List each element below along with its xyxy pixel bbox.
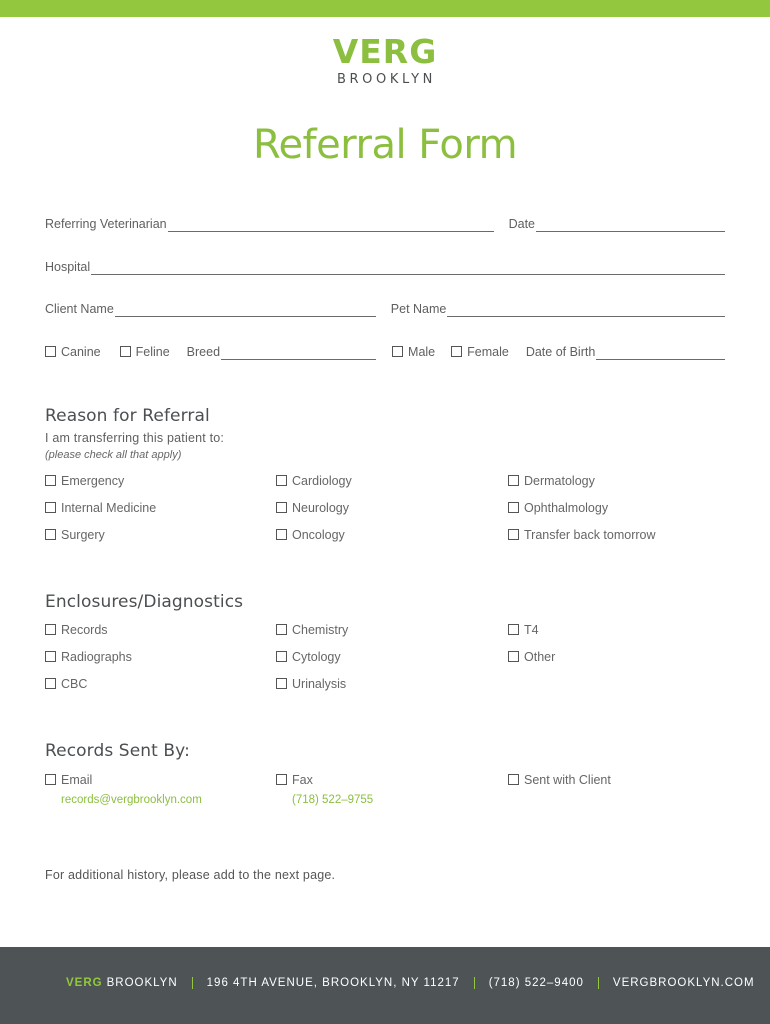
checkbox-icon	[451, 346, 462, 357]
footer-phone: (718) 522–9400	[488, 977, 584, 989]
checkbox-icon	[45, 346, 56, 357]
checkbox-icon	[508, 774, 519, 785]
footer-address: 196 4TH AVENUE, BROOKLYN, NY 11217	[206, 977, 460, 989]
dob-field[interactable]	[596, 347, 725, 360]
breed-field[interactable]	[221, 347, 376, 360]
hospital-label: Hospital	[45, 260, 91, 274]
reason-section-title: Reason for Referral	[45, 406, 210, 426]
enclosure-chemistry[interactable]: Chemistry	[276, 623, 348, 638]
enclosure-t4[interactable]: T4	[508, 623, 539, 638]
form-title: Referral Form	[252, 122, 518, 168]
records-fax-number: (718) 522–9755	[292, 794, 374, 806]
row-patient-details	[45, 340, 725, 360]
reason-emergency[interactable]: Emergency	[45, 474, 124, 489]
records-sent-fax[interactable]: Fax	[276, 773, 313, 788]
footer-bar	[0, 947, 770, 1024]
reason-internal-medicine[interactable]: Internal Medicine	[45, 501, 156, 516]
canine-checkbox[interactable]: Canine	[45, 345, 101, 360]
checkbox-icon	[276, 651, 287, 662]
records-email-address[interactable]: records@vergbrooklyn.com	[61, 794, 202, 806]
checkbox-icon	[45, 624, 56, 635]
additional-history-note: For additional history, please add to the next page.	[45, 868, 336, 882]
row-client-pet	[45, 297, 725, 317]
footer-divider	[192, 977, 193, 989]
referring-vet-label: Referring Veterinarian	[45, 217, 167, 231]
female-checkbox[interactable]: Female	[451, 345, 509, 360]
footer-brand-verg: VERG	[66, 977, 103, 989]
checkbox-icon	[276, 624, 287, 635]
reason-cardiology[interactable]: Cardiology	[276, 474, 352, 489]
row-hospital	[45, 255, 725, 275]
checkbox-icon	[276, 774, 287, 785]
male-checkbox[interactable]: Male	[392, 345, 435, 360]
records-sent-email[interactable]: Email	[45, 773, 92, 788]
checkbox-icon	[45, 774, 56, 785]
reason-dermatology[interactable]: Dermatology	[508, 474, 595, 489]
reason-oncology[interactable]: Oncology	[276, 528, 345, 543]
pet-name-label: Pet Name	[390, 302, 447, 316]
checkbox-icon	[508, 651, 519, 662]
checkbox-icon	[508, 624, 519, 635]
enclosure-cbc[interactable]: CBC	[45, 677, 87, 692]
checkbox-icon	[508, 529, 519, 540]
enclosure-cytology[interactable]: Cytology	[276, 650, 341, 665]
checkbox-icon	[508, 475, 519, 486]
top-accent-bar	[0, 0, 770, 17]
reason-neurology[interactable]: Neurology	[276, 501, 349, 516]
reason-ophthalmology[interactable]: Ophthalmology	[508, 501, 608, 516]
enclosures-section-title: Enclosures/Diagnostics	[45, 592, 244, 612]
client-name-label: Client Name	[45, 302, 114, 316]
reason-transfer-back[interactable]: Transfer back tomorrow	[508, 528, 656, 543]
enclosure-records[interactable]: Records	[45, 623, 108, 638]
checkbox-icon	[45, 475, 56, 486]
verg-brooklyn-logo	[0, 34, 770, 88]
date-label: Date	[508, 217, 536, 231]
breed-label: Breed	[186, 345, 221, 359]
logo-subtitle: BROOKLYN	[337, 72, 436, 87]
checkbox-icon	[120, 346, 131, 357]
enclosure-other[interactable]: Other	[508, 650, 555, 665]
checkbox-icon	[45, 529, 56, 540]
feline-checkbox[interactable]: Feline	[120, 345, 170, 360]
footer-website[interactable]: VERGBROOKLYN.COM	[612, 977, 755, 989]
client-name-field[interactable]	[115, 304, 376, 317]
enclosure-radiographs[interactable]: Radiographs	[45, 650, 132, 665]
footer-divider	[598, 977, 599, 989]
checkbox-icon	[45, 502, 56, 513]
checkbox-icon	[508, 502, 519, 513]
reason-subtitle: I am transferring this patient to:	[45, 431, 225, 445]
footer-contact-line	[66, 977, 755, 989]
records-sent-section-title: Records Sent By:	[45, 741, 190, 761]
checkbox-icon	[276, 529, 287, 540]
hospital-field[interactable]	[91, 262, 725, 275]
date-field[interactable]	[536, 219, 725, 232]
records-sent-with-client[interactable]: Sent with Client	[508, 773, 611, 788]
dob-label: Date of Birth	[525, 345, 596, 359]
logo-wordmark: VERG	[332, 32, 438, 71]
checkbox-icon	[392, 346, 403, 357]
reason-note: (please check all that apply)	[45, 449, 182, 461]
checkbox-icon	[276, 502, 287, 513]
footer-divider	[474, 977, 475, 989]
checkbox-icon	[276, 678, 287, 689]
checkbox-icon	[45, 678, 56, 689]
row-referring-vet	[45, 212, 725, 232]
pet-name-field[interactable]	[447, 304, 725, 317]
enclosure-urinalysis[interactable]: Urinalysis	[276, 677, 346, 692]
checkbox-icon	[45, 651, 56, 662]
reason-surgery[interactable]: Surgery	[45, 528, 105, 543]
checkbox-icon	[276, 475, 287, 486]
footer-brand-brooklyn: BROOKLYN	[106, 977, 178, 989]
referring-vet-field[interactable]	[168, 219, 494, 232]
